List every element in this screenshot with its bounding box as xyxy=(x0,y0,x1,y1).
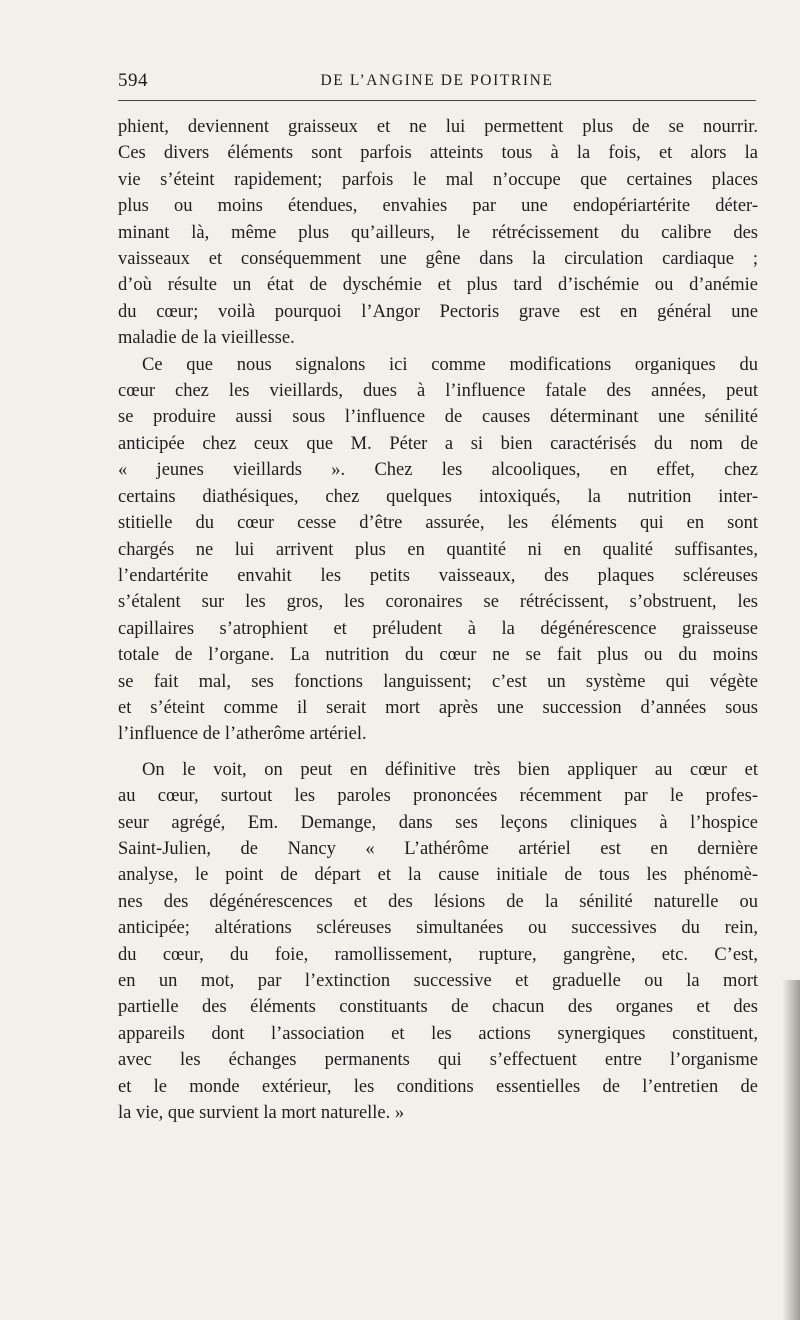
text-line: phient, deviennent graisseux et ne lui permettent plus de se nourrir. xyxy=(118,117,758,137)
text-line: se produire aussi sous l’influence de causes déterminant une sénilité xyxy=(118,407,758,428)
text-line: « jeunes vieillards ». Chez les alcooliques, en effet, chez xyxy=(118,460,758,481)
body-text xyxy=(118,114,758,1126)
text-line: d’où résulte un état de dyschémie et plus tard d’ischémie ou d’anémie xyxy=(118,275,758,296)
text-line: l’influence de l’atherôme artériel. xyxy=(118,724,367,745)
text-line: minant là, même plus qu’ailleurs, le rétrécissement du calibre des xyxy=(118,222,758,243)
text-line: plus ou moins étendues, envahies par une endopériartérite déter- xyxy=(118,196,758,217)
text-line: la vie, que survient la mort naturelle. » xyxy=(118,1103,405,1124)
text-line: nes des dégénérescences et des lésions de la sénilité naturelle ou xyxy=(118,891,758,912)
text-line: Saint-Julien, de Nancy « L’athérôme artériel est en dernière xyxy=(118,838,758,859)
text-line: anticipée; altérations scléreuses simultanées ou successives du rein, xyxy=(118,918,758,939)
text-line: vie s’éteint rapidement; parfois le mal n’occupe que certaines places xyxy=(118,169,758,190)
text-line: analyse, le point de départ et la cause initiale de tous les phénomè- xyxy=(118,865,758,886)
text-line: certains diathésiques, chez quelques intoxiqués, la nutrition inter- xyxy=(118,486,758,507)
header-rule xyxy=(118,100,756,101)
running-title: DE L’ANGINE DE POITRINE xyxy=(320,72,554,89)
text-line: et s’éteint comme il serait mort après une succession d’années sous xyxy=(118,697,758,718)
text-line: au cœur, surtout les paroles prononcées récemment par le profes- xyxy=(118,786,758,807)
text-line: du cœur, du foie, ramollissement, rupture, gangrène, etc. C’est, xyxy=(118,944,758,965)
text-line: se fait mal, ses fonctions languissent; c’est un système qui végète xyxy=(118,671,758,692)
text-line: cœur chez les vieillards, dues à l’influence fatale des années, peut xyxy=(118,381,758,402)
paragraph-3 xyxy=(118,757,758,1127)
text-line: appareils dont l’association et les actions synergiques constituent, xyxy=(118,1023,758,1044)
text-line: capillaires s’atrophient et préludent à la dégénérescence graisseuse xyxy=(118,618,758,639)
text-line: seur agrégé, Em. Demange, dans ses leçons cliniques à l’hospice xyxy=(118,812,758,833)
page-edge-shadow xyxy=(782,980,800,1320)
text-line: Ce que nous signalons ici comme modifications organiques du xyxy=(142,354,758,375)
page-header xyxy=(118,70,756,96)
text-line: avec les échanges permanents qui s’effectuent entre l’organisme xyxy=(118,1050,758,1071)
text-line: du cœur; voilà pourquoi l’Angor Pectoris grave est en général une xyxy=(118,301,758,322)
text-line: s’étalent sur les gros, les coronaires se rétrécissent, s’obstruent, les xyxy=(118,592,758,613)
text-line: On le voit, on peut en définitive très bien appliquer au cœur et xyxy=(142,759,758,780)
text-line: totale de l’organe. La nutrition du cœur ne se fait plus ou du moins xyxy=(118,645,758,666)
text-line: anticipée chez ceux que M. Péter a si bien caractérisés du nom de xyxy=(118,433,758,454)
text-line: partielle des éléments constituants de chacun des organes et des xyxy=(118,997,758,1018)
text-line: en un mot, par l’extinction successive et graduelle ou la mort xyxy=(118,971,758,991)
text-line: et le monde extérieur, les conditions essentielles de l’entretien de xyxy=(118,1076,758,1097)
paragraph-1 xyxy=(118,114,758,352)
text-line: stitielle du cœur cesse d’être assurée, les éléments qui en sont xyxy=(118,513,758,534)
text-line: Ces divers éléments sont parfois atteints tous à la fois, et alors la xyxy=(118,143,758,164)
page-number: 594 xyxy=(118,70,148,91)
text-line: maladie de la vieillesse. xyxy=(118,328,295,349)
paragraph-2 xyxy=(118,352,758,748)
text-line: chargés ne lui arrivent plus en quantité ni en qualité suffisantes, xyxy=(118,539,758,560)
text-line: l’endartérite envahit les petits vaisseaux, des plaques scléreuses xyxy=(118,565,758,586)
text-line: vaisseaux et conséquemment une gêne dans la circulation cardiaque ; xyxy=(118,249,758,270)
